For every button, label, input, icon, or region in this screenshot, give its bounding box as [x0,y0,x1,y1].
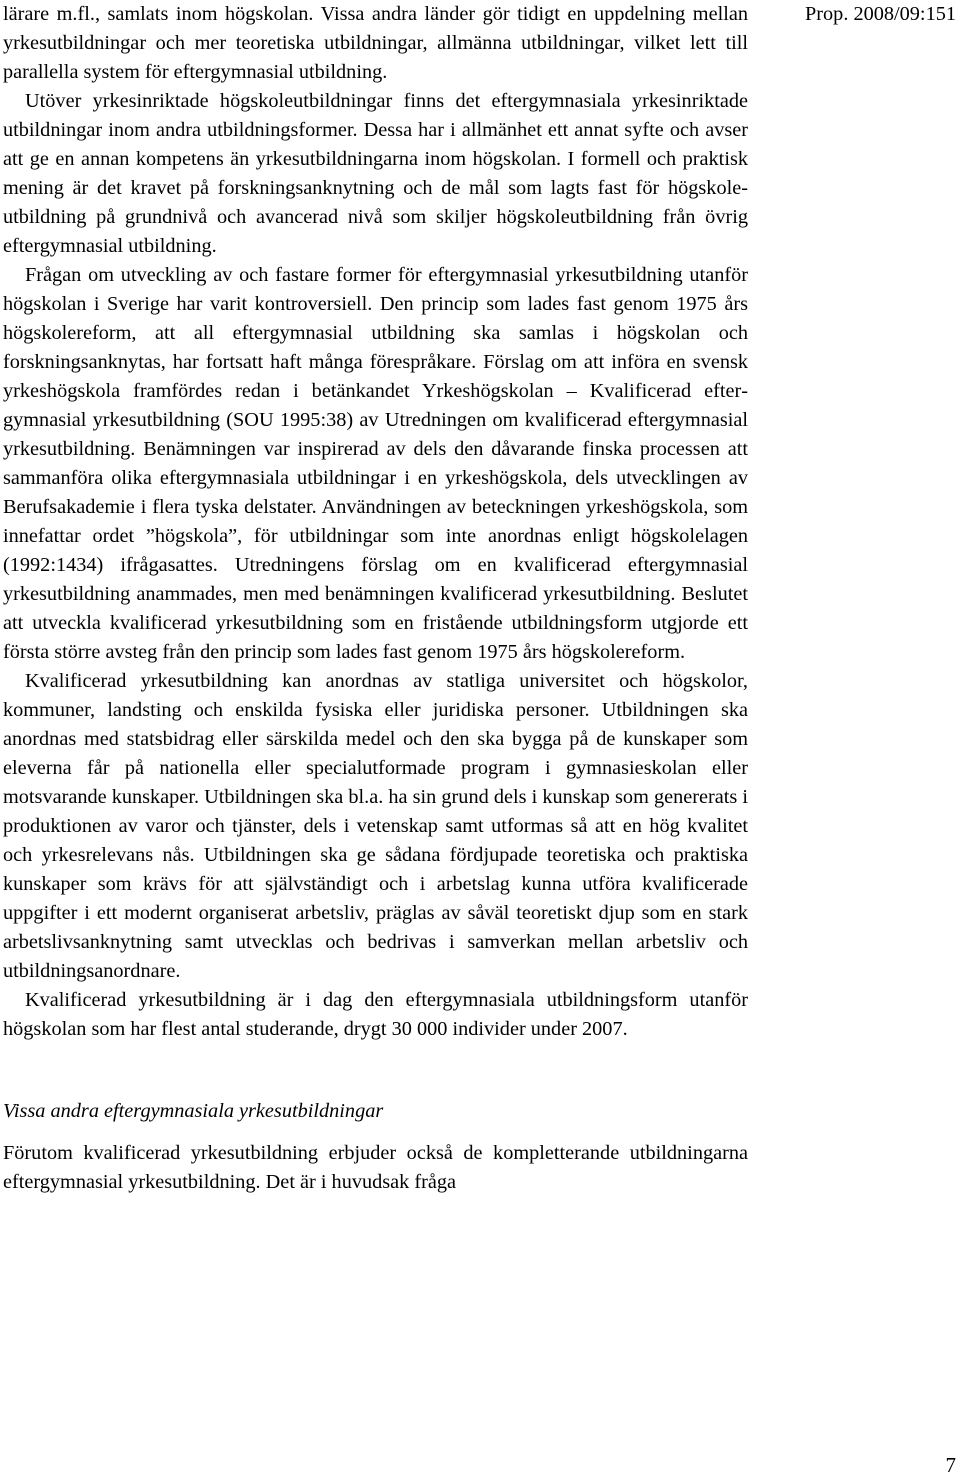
proposition-reference: Prop. 2008/09:151 [805,3,956,25]
paragraph: Kvalificerad yrkesutbildning är i dag den eftergymnasiala utbildningsform utanför högskolan som har flest antal studerande, drygt 30 000 individer under 2007. [3,989,748,1040]
paragraph: Förutom kvalificerad yrkesutbildning erbjuder också de kompletterande utbildningarna eftergymnasial yrkesutbildning. Det är i huvudsak fråga [3,1142,748,1193]
paragraph: Kvalificerad yrkesutbildning kan anordnas av statliga universitet och högskolor, kommuner, landsting och enskilda fysiska eller juridiska personer. Utbildningen ska anordnas med statsbidrag eller särskilda medel och den ska bygga på de kunskaper som eleverna får på nationella eller specialutformade program i gymnasieskolan eller motsvarande kunskaper. Utbildningen ska bl.a. ha sin grund dels i kunskap som genererats i produktionen av varor och tjänster, dels i vetenskap samt utformas så att en hög kvalitet och yrkesrelevans nås. Utbildningen ska ge sådana fördjupade teoretiska och praktiska kunskaper som krävs för att självständigt och i arbetslag kunna utföra kvalificerade uppgifter i ett modernt organiserat arbetsliv, präglas av såväl teoretiskt djup som en stark arbetslivsanknytning samt utvecklas och bedrivas i samverkan mellan arbetsliv och utbildningsanordnare. [3,670,748,982]
body-text-column [3,0,748,1197]
page-number: 7 [945,1453,956,1477]
paragraph: Utöver yrkesinriktade högskoleutbildningar finns det eftergymnasiala yrkesinriktade utbildningar inom andra utbildningsformer. Dessa har i allmänhet ett annat syfte och avser att ge en annan kompetens än yrkesutbildningarna inom högskolan. I formell och praktisk mening är det kravet på forskningsanknytning och de mål som lagts fast för högskoleutbildning på grundnivå och avancerad nivå som skiljer högskoleutbildning från övrig eftergymnasial utbildning. [3,90,748,257]
section-heading: Vissa andra eftergymnasiala yrkesutbildningar [3,1100,384,1122]
paragraph: Frågan om utveckling av och fastare former för eftergymnasial yrkesutbildning utanför högskolan i Sverige har varit kontroversiell. Den princip som lades fast genom 1975 års högskolereform, att all eftergymnasial utbildning ska samlas i högskolan och forskningsanknytas, har fortsatt haft många förespråkare. Förslag om att införa en svensk yrkeshögskola framfördes redan i betänkandet Yrkeshögskolan – Kvalificerad eftergymnasial yrkesutbildning (SOU 1995:38) av Utredningen om kvalificerad eftergymnasial yrkesutbildning. Benämningen var inspirerad av dels den dåvarande finska processen att sammanföra olika eftergymnasiala utbildningar i en yrkeshögskola, dels utvecklingen av Berufsakademie i flera tyska delstater. Användningen av beteckningen yrkeshögskola, som innefattar ordet ”högskola”, för utbildningar som inte anordnas enligt högskolelagen (1992:1434) ifrågasattes. Utredningens förslag om en kvalificerad eftergymnasial yrkesutbildning anammades, men med benämningen kvalificerad yrkesutbildning. Beslutet att utveckla kvalificerad yrkesutbildning som en fristående utbildningsform utgjorde ett första större avsteg från den princip som lades fast genom 1975 års högskolereform. [3,264,748,663]
paragraph: lärare m.fl., samlats inom högskolan. Vissa andra länder gör tidigt en uppdelning mellan yrkesutbildningar och mer teoretiska utbildningar, allmänna utbildningar, vilket lett till parallella system för eftergymnasial utbildning. [3,3,748,83]
